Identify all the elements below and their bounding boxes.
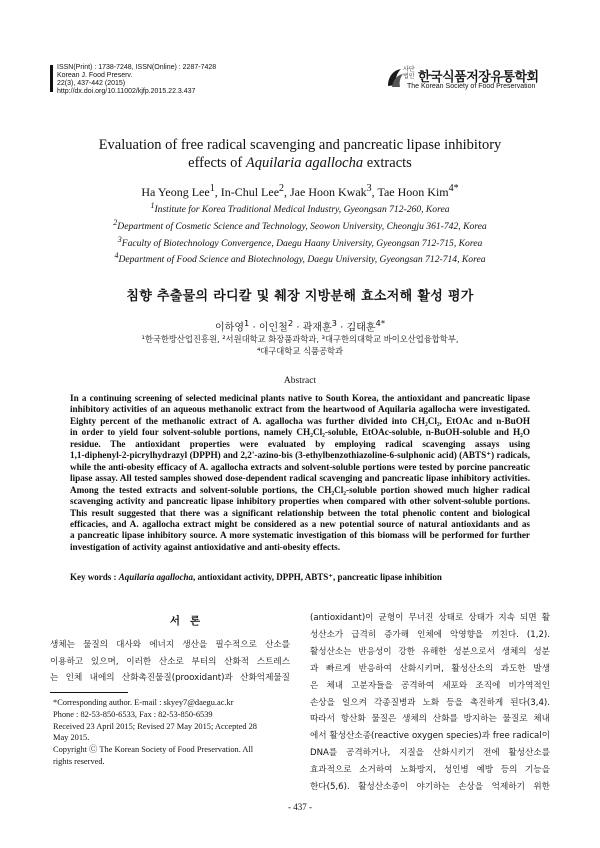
society-logo — [385, 66, 555, 96]
received-dates-cont: May 2015. — [53, 733, 90, 743]
corresponding-phone: Phone : 82-53-850-6533, Fax : 82-53-850-6539 — [53, 709, 213, 719]
body-line: 생체는 물질의 대사와 에너지 생산을 필수적으로 산소를 — [50, 640, 290, 650]
abstract-line: Among the tested extracts and solvent-soluble portions, the CH₂Cl₂-soluble portion showed much higher radical — [70, 484, 530, 495]
korean-affiliation-line: ¹한국한방산업진흥원, ²서원대학교 화장품과학과, ³대구한의대학교 바이오산업융합학부, — [141, 334, 459, 344]
keywords: Key words : Aquilaria agallocha, antioxidant activity, DPPH, ABTS⁺, pancreatic lipase inhibition — [70, 572, 442, 582]
korean-affiliations — [40, 333, 560, 357]
abstract-body — [70, 393, 530, 553]
body-line: 따라서 항산화 물질은 생체의 산화를 방지하는 물질로 체내 — [310, 714, 550, 725]
issn-line: ISSN(Print) : 1738-7248, ISSN(Online) : 2287-7428 — [57, 64, 217, 71]
paper-title — [40, 136, 560, 172]
body-right-column — [310, 610, 550, 796]
abstract-line: In a continuing screening of selected medicinal plants native to South Korea, the antioxidant and pancreatic lipase — [70, 393, 530, 403]
affiliation-line: $^3$Faculty of Biotechnology Convergence, Daegu Haany University, Gyeongsan 712-715, Korea — [117, 234, 483, 249]
abstract-line: investigation of activity against antioxidative and anti-obesity effects. — [70, 541, 340, 552]
abstract-line: residue. The antioxidant properties were evaluated by employing radical scavenging assays using — [70, 438, 530, 449]
affiliation-line: $^2$Department of Cosmetic Science and Technology, Seowon University, Cheongju 361-742, Korea — [113, 217, 487, 232]
correspondence-footnote — [53, 697, 293, 768]
body-line: 이용하고 있으며, 이러한 산소로 부터의 산화적 스트레스 — [50, 656, 290, 667]
affiliation-line: $^4$Department of Food Science and Biotechnology, Daegu University, Gyeongsan 712-714, Korea — [114, 251, 486, 266]
keywords-label: Key words : — [70, 572, 119, 582]
body-left-column — [50, 637, 290, 687]
abstract-line: This result suggested that there was a significant relationship between the total phenolic content and biological — [70, 507, 530, 518]
abstract-heading: Abstract — [283, 376, 317, 386]
page-number: - 437 - — [288, 802, 312, 812]
logo-corporate-tag: 사단 법인 — [403, 66, 415, 80]
abstract-line: efficacies, and A. agallocha extract might be considered as a new potential source of natural antioxidants and as — [70, 518, 530, 529]
korean-affiliation-line: ⁴대구대학교 식품공학과 — [256, 346, 344, 356]
body-line: 성산소가 급격히 증가해 인체에 악영향을 끼친다. (1,2). — [310, 629, 550, 640]
korean-author-list: 이하영$^1$ · 이인철$^2$ · 곽재훈$^3$ · 김태훈$^{4*}$ — [215, 318, 385, 334]
volume-pages: 22(3), 437-442 (2015) — [57, 80, 126, 87]
abstract-line: scavenging activity and pancreatic lipase inhibitory properties when compared with other solvent-soluble portions. — [70, 496, 530, 507]
journal-name: Korean J. Food Preserv. — [57, 72, 133, 79]
abstract-line: a pancreatic lipase inhibitory source. A more systematic investigation of this biomass will be performed for further — [70, 530, 530, 541]
abstract-line: lipase assay. All tested samples showed dose-dependent radical scavenging and pancreatic lipase inhibitory activities. — [70, 473, 530, 484]
affiliations — [60, 200, 540, 267]
copyright-line: Copyright Ⓒ The Korean Society of Food Preservation. All — [53, 745, 254, 755]
header-accent-bar — [50, 65, 53, 92]
body-line: 은 체내 고분자들을 공격하여 세포와 조직에 비가역적인 — [310, 680, 550, 691]
body-line: 는 인체 내에의 산화촉진물질(prooxidant)과 산화억제물질 — [50, 673, 290, 683]
body-line: DNA를 공격하거나, 지질을 산화시키기 전에 활성산소를 — [310, 748, 550, 759]
title-line-2: effects of Aquilaria agallocha extracts — [188, 155, 412, 171]
korean-title: 침향 추출물의 라디칼 및 췌장 지방분해 효소저해 활성 평가 — [126, 289, 474, 304]
body-line: 손상을 일으켜 각종질병과 노화 등을 촉진하게 된다(3,4). — [310, 697, 550, 708]
author-name: Ha Yeong Lee — [141, 185, 210, 199]
section-heading-introduction: 서론 — [169, 615, 211, 627]
author-name: Jae Hoon Kwak — [290, 185, 367, 199]
body-line: 에서 활성산소종(reactive oxygen species)과 free radical이 — [310, 731, 550, 742]
title-line-1: Evaluation of free radical scavenging and pancreatic lipase inhibitory — [98, 137, 502, 153]
abstract-line: 1,1-diphenyl-2-picrylhydrazyl (DPPH) and 2,2'-azino-bis (3-ethylbenzothiazoline-6-sulphonic acid) (ABTS⁺) radicals, — [70, 450, 530, 461]
footnote-divider — [50, 692, 128, 693]
author-name: In-Chul Lee — [220, 185, 280, 199]
corresponding-email: *Corresponding author. E-mail : skyey7@daegu.ac.kr — [53, 698, 234, 707]
society-emblem-icon — [385, 66, 405, 90]
body-line: 한다(5,6). 활성산소종이 야기하는 손상을 억제하기 위한 — [310, 782, 550, 793]
abstract-line: inhibitory activities of an aqueous methanolic extract from the heartwood of Aquilaria agallocha were investigated. — [70, 404, 530, 415]
body-line: (antioxidant)이 균형이 무너진 상태로 상태가 지속 되면 활 — [310, 613, 550, 623]
abstract-line: in order to yield four solvent-soluble portions, namely CH₂Cl₂-soluble, EtOAc-soluble, n-BuOH-soluble and H₂O — [70, 427, 530, 438]
society-english-name: The Korean Society of Food Preservation — [407, 83, 536, 90]
received-dates: Received 23 April 2015; Revised 27 May 2015; Accepted 28 — [53, 721, 257, 731]
affiliation-line: $^1$Institute for Korea Traditional Medical Industry, Gyeongsan 712-260, Korea — [150, 201, 450, 216]
journal-header-info — [57, 64, 317, 96]
doi-link[interactable]: http://dx.doi.org/10.11002/kjfp.2015.22.3.437 — [57, 88, 196, 95]
society-korean-name: 한국식품저장유통학회 — [418, 70, 539, 85]
body-line: 활성산소는 반응성이 강한 유해한 성분으로서 생체의 성분 — [310, 646, 550, 657]
abstract-line: Eighty percent of the methanolic extract of A. agallocha was further divided into CH₂Cl₂, EtOAc and n-BuOH — [70, 415, 530, 426]
body-line: 과 빠르게 반응하여 산화시키며, 활성산소의 과도한 발생 — [310, 663, 550, 674]
copyright-line-cont: rights reserved. — [53, 756, 105, 766]
author-name: Tae Hoon Kim — [377, 185, 449, 199]
body-line: 효과적으로 소거하여 노화방지, 성인병 예방 등의 기능을 — [310, 765, 550, 776]
author-list: Ha Yeong Lee$^1$, In-Chul Lee$^2$, Jae Hoon Kwak$^3$, Tae Hoon Kim$^{4*}$ — [141, 183, 459, 199]
abstract-line: while the anti-obesity efficacy of A. agallocha extracts and solvent-soluble portions were tested by porcine pancreatic — [70, 461, 530, 472]
